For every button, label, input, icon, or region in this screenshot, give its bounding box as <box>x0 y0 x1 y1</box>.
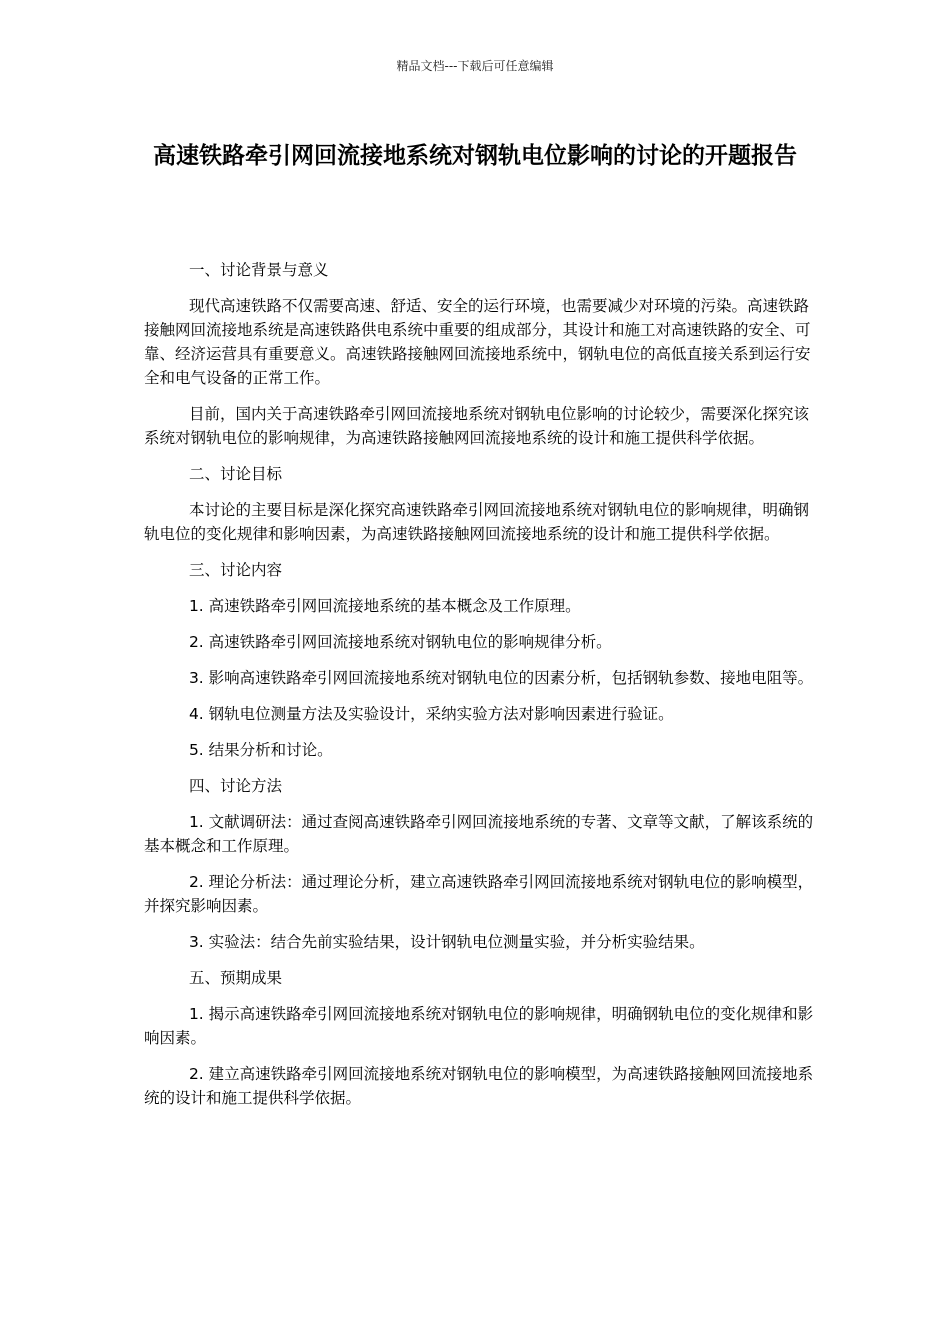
section-heading: 一、讨论背景与意义 <box>188 261 329 279</box>
list-item: 3. 影响高速铁路牵引网回流接地系统对钢轨电位的因素分析，包括钢轨参数、接地电阻等。 <box>188 669 814 687</box>
list-item: 1. 文献调研法：通过查阅高速铁路牵引网回流接地系统的专著、文章等文献，了解该系统的基本概念和工作原理。 <box>144 813 814 855</box>
section-heading: 五、预期成果 <box>188 969 282 987</box>
document-title: 高速铁路牵引网回流接地系统对钢轨电位影响的讨论的开题报告 <box>153 143 797 169</box>
list-item: 5. 结果分析和讨论。 <box>188 741 333 759</box>
list-item: 1. 高速铁路牵引网回流接地系统的基本概念及工作原理。 <box>188 597 581 615</box>
section-heading: 四、讨论方法 <box>188 777 282 795</box>
paragraph: 本讨论的主要目标是深化探究高速铁路牵引网回流接地系统对钢轨电位的影响规律，明确钢轨电位的变化规律和影响因素，为高速铁路接触网回流接地系统的设计和施工提供科学依据。 <box>144 501 809 543</box>
section-heading: 二、讨论目标 <box>188 465 282 483</box>
document-body <box>144 258 816 1122</box>
list-item: 2. 理论分析法：通过理论分析，建立高速铁路牵引网回流接地系统对钢轨电位的影响模型，并探究影响因素。 <box>144 873 814 915</box>
list-item: 1. 揭示高速铁路牵引网回流接地系统对钢轨电位的影响规律，明确钢轨电位的变化规律和影响因素。 <box>144 1005 814 1047</box>
paragraph: 现代高速铁路不仅需要高速、舒适、安全的运行环境，也需要减少对环境的污染。高速铁路接触网回流接地系统是高速铁路供电系统中重要的组成部分，其设计和施工对高速铁路的安全、可靠、经济运营具有重要意义。高速铁路接触网回流接地系统中，钢轨电位的高低直接关系到运行安全和电气设备的正常工作。 <box>144 297 811 387</box>
paragraph: 目前，国内关于高速铁路牵引网回流接地系统对钢轨电位影响的讨论较少，需要深化探究该系统对钢轨电位的影响规律，为高速铁路接触网回流接地系统的设计和施工提供科学依据。 <box>144 405 809 447</box>
list-item: 2. 高速铁路牵引网回流接地系统对钢轨电位的影响规律分析。 <box>188 633 612 651</box>
list-item: 2. 建立高速铁路牵引网回流接地系统对钢轨电位的影响模型，为高速铁路接触网回流接地系统的设计和施工提供科学依据。 <box>144 1065 814 1107</box>
section-heading: 三、讨论内容 <box>188 561 282 579</box>
list-item: 3. 实验法：结合先前实验结果，设计钢轨电位测量实验，并分析实验结果。 <box>188 933 705 951</box>
page-header: 精品文档---下载后可任意编辑 <box>396 59 554 73</box>
list-item: 4. 钢轨电位测量方法及实验设计，采纳实验方法对影响因素进行验证。 <box>188 705 674 723</box>
